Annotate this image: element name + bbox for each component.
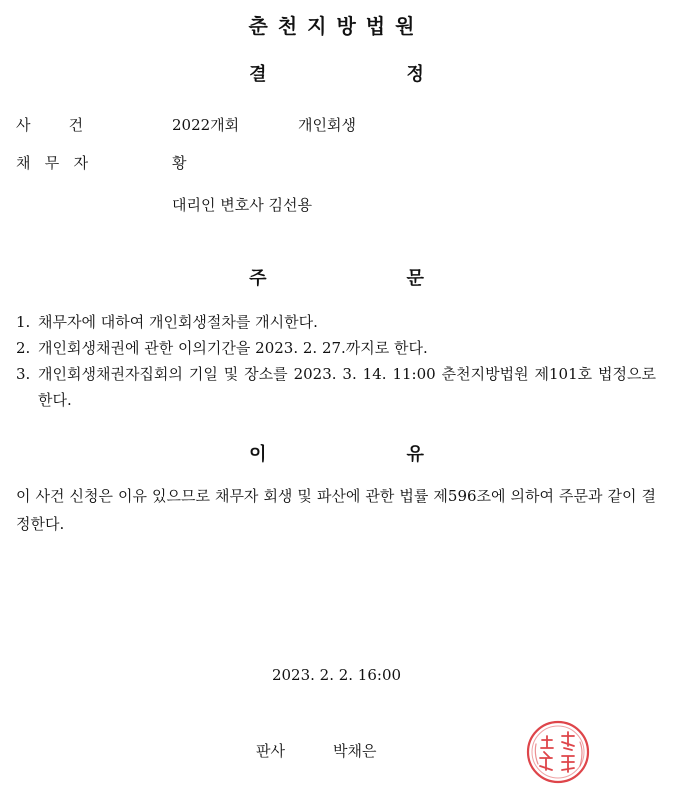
order-item-number: 3. [16, 365, 31, 383]
debtor-name: 황 [172, 154, 187, 172]
case-label: 사 건 [16, 116, 84, 134]
reason-heading-part-1: 이 [249, 444, 267, 465]
order-item-number: 1. [16, 313, 31, 331]
document-type-part-1: 결 [249, 64, 267, 85]
judge-signature [256, 740, 376, 761]
reason-heading [0, 440, 673, 466]
judge-name: 박채은 [332, 742, 377, 760]
reason-text: 이 사건 신청은 이유 있으므로 채무자 회생 및 파산에 관한 법률 제596조에 의하여 주문과 같이 결정한다. [16, 487, 656, 533]
judge-title: 판사 [256, 742, 285, 760]
debtor-agent: 대리인 변호사 김선용 [172, 196, 312, 214]
decision-date: 2023. 2. 2. 16:00 [271, 666, 402, 684]
document-type-part-2: 정 [406, 64, 424, 85]
case-type: 개인회생 [298, 116, 356, 134]
order-item-text: 개인회생채권에 관한 이의기간을 2023. 2. 27.까지로 한다. [38, 339, 428, 357]
order-item-text: 개인회생채권자집회의 기일 및 장소를 2023. 3. 14. 11:00 춘천지방법원 제101호 법정으로 한다. [38, 365, 656, 409]
debtor-label: 채 무 자 [16, 154, 89, 172]
order-heading-part-1: 주 [249, 268, 267, 289]
order-item [16, 335, 656, 361]
document-type-title [0, 60, 673, 86]
order-heading [0, 264, 673, 290]
order-list [16, 309, 656, 413]
order-heading-part-2: 문 [406, 268, 424, 289]
order-item-text: 채무자에 대하여 개인회생절차를 개시한다. [38, 313, 318, 331]
order-item [16, 309, 656, 335]
order-item-number: 2. [16, 339, 31, 357]
judge-seal-stamp [522, 714, 594, 786]
court-name: 춘천지방법원 [248, 14, 425, 38]
order-item [16, 361, 656, 413]
reason-heading-part-2: 유 [406, 444, 424, 465]
case-number: 2022개회 [172, 116, 240, 134]
